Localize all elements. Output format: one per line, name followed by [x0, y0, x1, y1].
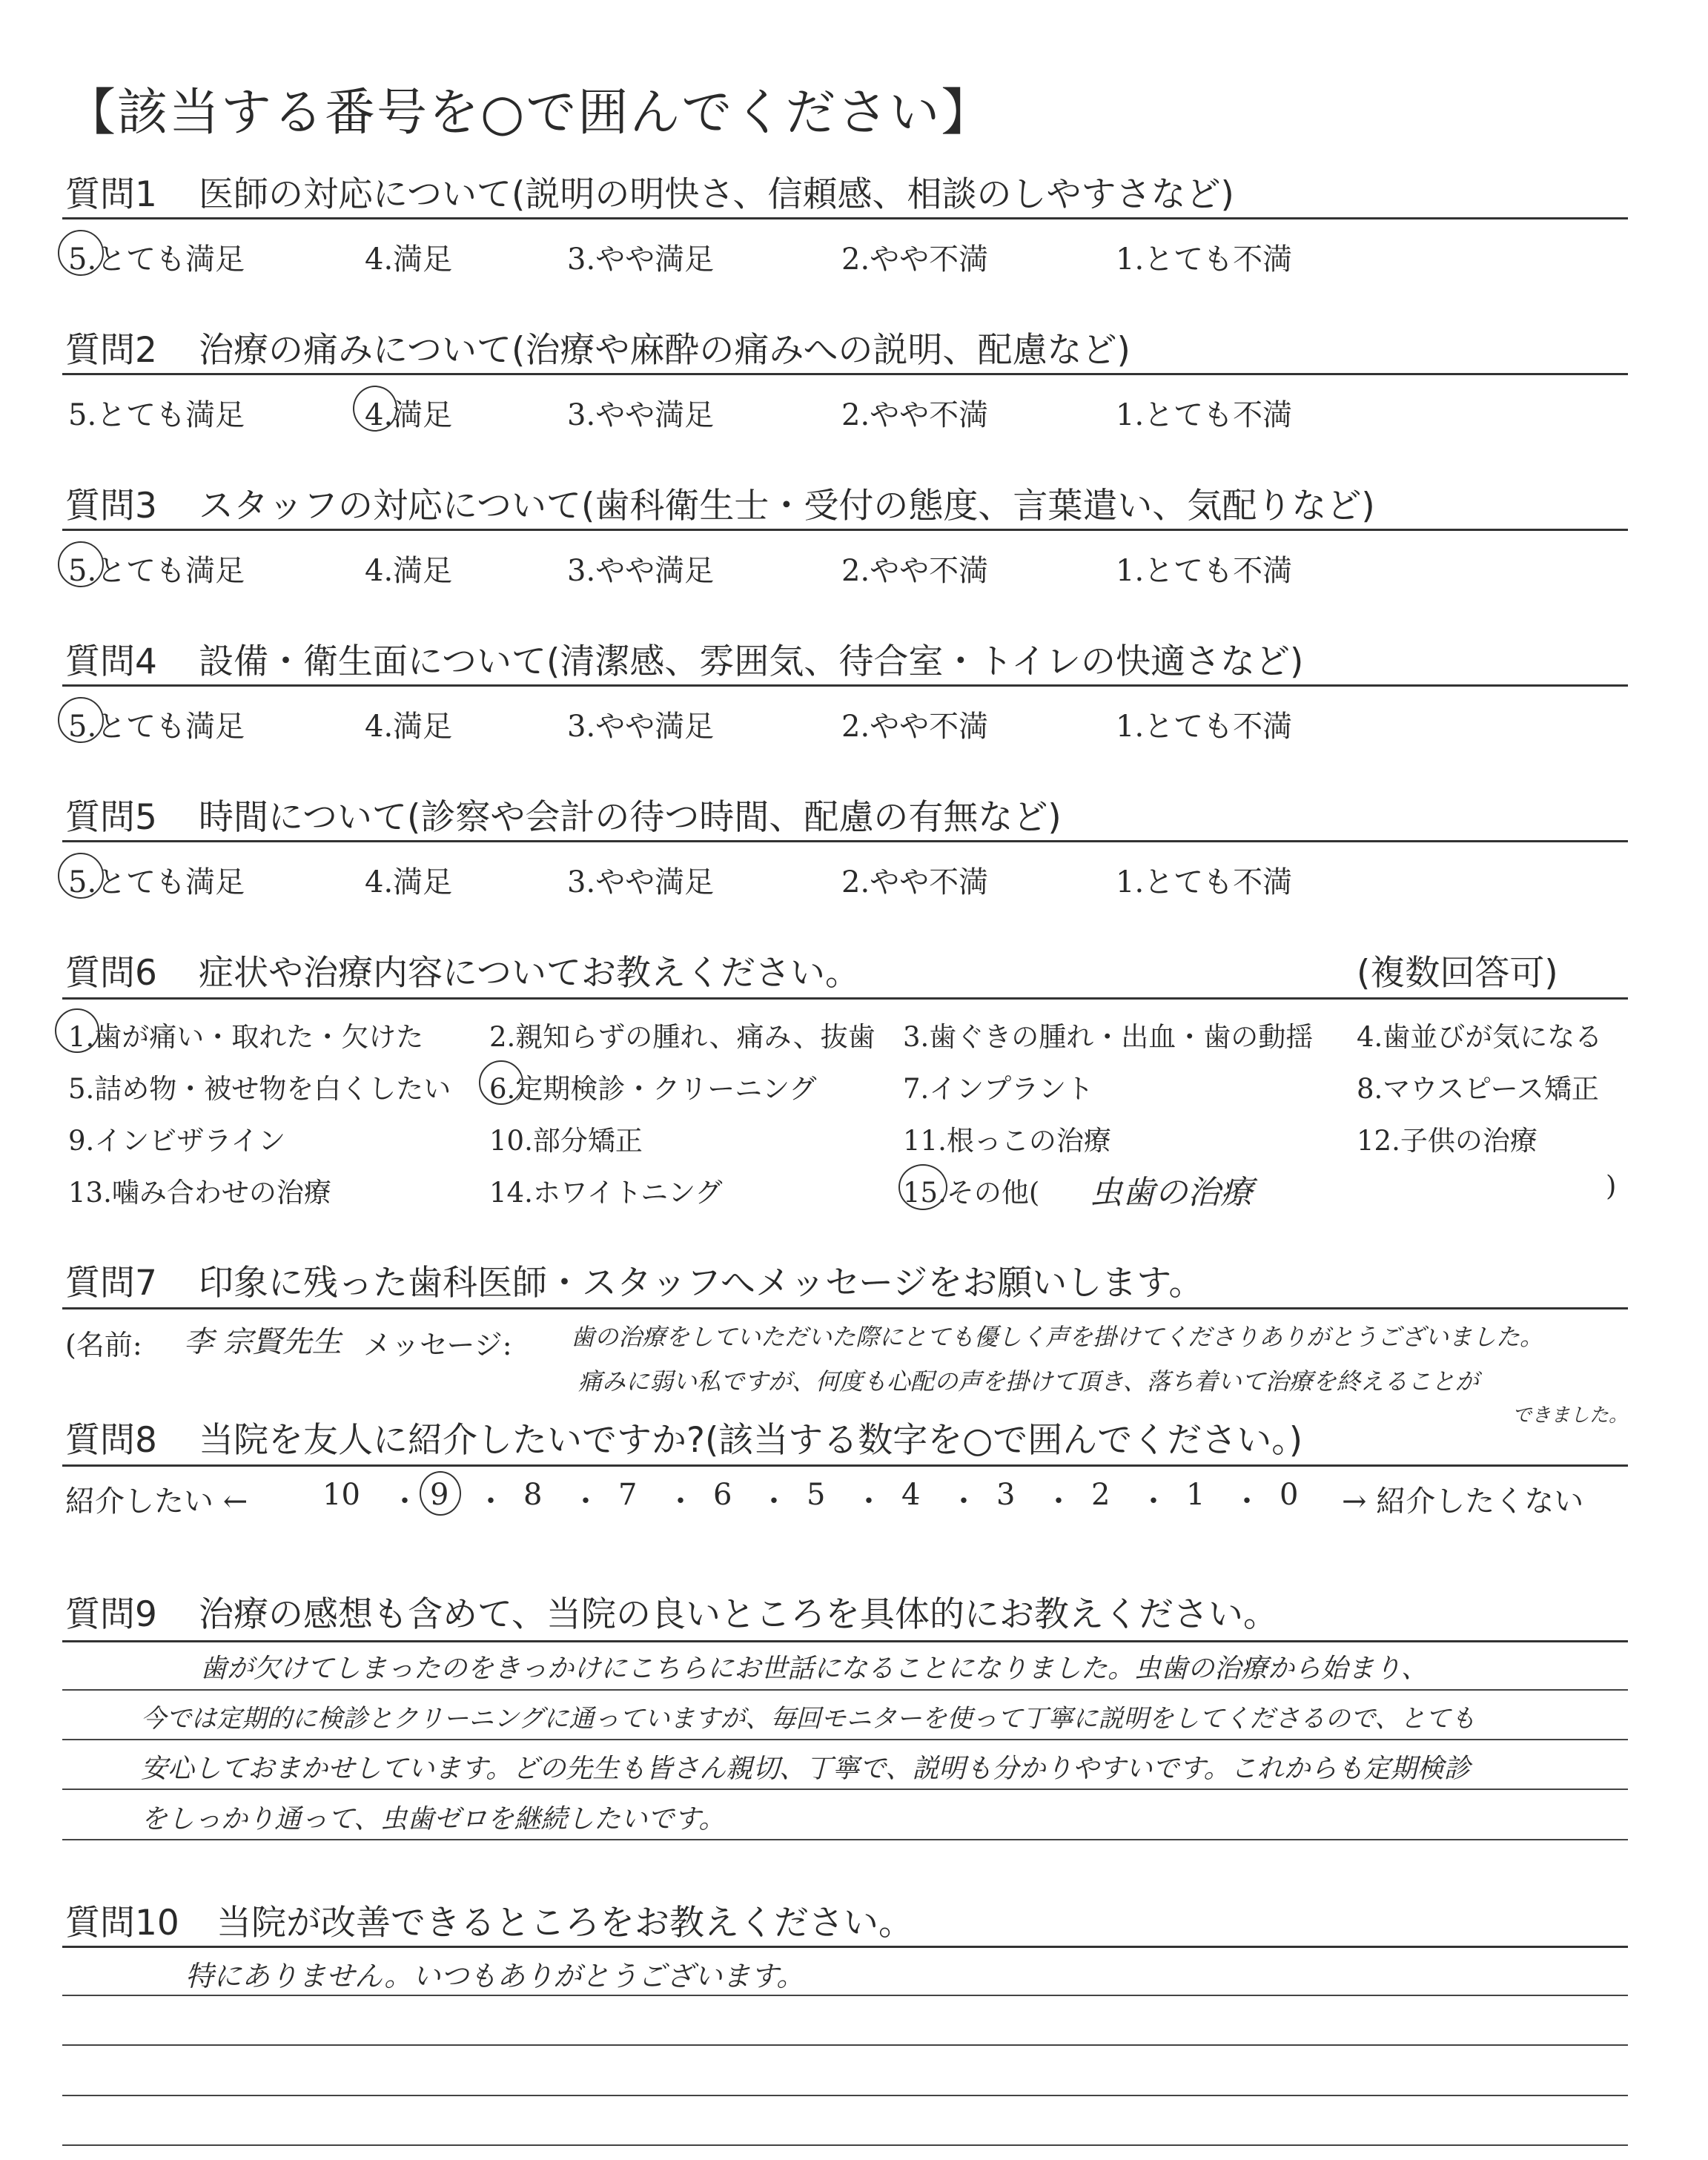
- q8-left-label: 紹介したい ←: [65, 1484, 248, 1519]
- q7-message-label: メッセージ:: [363, 1329, 512, 1361]
- q4-label: 質問4: [65, 641, 157, 682]
- q8-scale-separator: ・: [949, 1484, 979, 1519]
- q1-option-1[interactable]: 1.とても不満: [1116, 242, 1293, 277]
- q3-option-2[interactable]: 2.やや不満: [841, 554, 989, 588]
- q9-rule: [62, 1640, 1628, 1642]
- q6-option-2[interactable]: 2.親知らずの腫れ、痛み、抜歯: [489, 1021, 875, 1053]
- q6-other-answer[interactable]: 虫歯の治療: [1090, 1174, 1253, 1212]
- q9-answer-line: [62, 1689, 1628, 1691]
- q4-option-1[interactable]: 1.とても不満: [1116, 710, 1293, 744]
- q6-option-6[interactable]: 6.定期検診・クリーニング: [489, 1073, 817, 1105]
- q7-text: 印象に残った歯科医師・スタッフへメッセージをお願いします。: [199, 1263, 1204, 1304]
- q7-name-label: (名前:: [65, 1329, 142, 1361]
- q3-text: スタッフの対応について(歯科衛生士・受付の態度、言葉遣い、気配りなど): [199, 486, 1375, 526]
- q4-option-4[interactable]: 4.満足: [365, 710, 453, 744]
- q9-answer-line-4[interactable]: をしっかり通って、虫歯ゼロを継続したいです。: [141, 1804, 726, 1834]
- q2-option-1[interactable]: 1.とても不満: [1116, 398, 1293, 432]
- q1-option-3[interactable]: 3.やや満足: [567, 242, 715, 277]
- q10-text: 当院が改善できるところをお教えください。: [216, 1903, 913, 1943]
- q6-option-9[interactable]: 9.インビザライン: [68, 1125, 286, 1157]
- q5-text: 時間について(診察や会計の待つ時間、配慮の有無など): [199, 797, 1062, 838]
- q5-rule: [62, 840, 1628, 842]
- q9-answer-line-1[interactable]: 歯が欠けてしまったのをきっかけにこちらにお世話になることになりました。虫歯の治療から始まり、: [200, 1654, 1429, 1684]
- q8-scale-separator: ・: [666, 1484, 695, 1519]
- q6-option-10[interactable]: 10.部分矯正: [489, 1125, 643, 1157]
- q8-scale-2[interactable]: 2: [1091, 1478, 1110, 1512]
- q3-option-5[interactable]: 5.とても満足: [68, 554, 245, 588]
- q6-other-close-paren: ): [1606, 1170, 1617, 1202]
- q1-text: 医師の対応について(説明の明快さ、信頼感、相談のしやすさなど): [199, 174, 1234, 215]
- q9-answer-line: [62, 1789, 1628, 1790]
- q8-scale-7[interactable]: 7: [618, 1478, 638, 1512]
- q3-rule: [62, 529, 1628, 531]
- q3-option-1[interactable]: 1.とても不満: [1116, 554, 1293, 588]
- q8-scale-5[interactable]: 5: [807, 1478, 826, 1512]
- q6-option-12[interactable]: 12.子供の治療: [1357, 1125, 1537, 1157]
- q6-option-5[interactable]: 5.詰め物・被せ物を白くしたい: [68, 1073, 451, 1105]
- q8-right-label: → 紹介したくない: [1342, 1484, 1584, 1519]
- q1-option-4[interactable]: 4.満足: [365, 242, 453, 277]
- q3-selection-circle: [58, 541, 104, 587]
- q10-answer-line: [62, 1995, 1628, 1996]
- q6-text: 症状や治療内容についてお教えください。: [199, 953, 861, 994]
- q8-scale-10[interactable]: 10: [322, 1478, 360, 1512]
- q8-rule: [62, 1464, 1628, 1467]
- q6-option-1[interactable]: 1.歯が痛い・取れた・欠けた: [68, 1021, 424, 1053]
- q8-selection-circle: [420, 1471, 461, 1516]
- q10-answer-line: [62, 2044, 1628, 2046]
- q2-rule: [62, 373, 1628, 375]
- q6-label: 質問6: [65, 953, 157, 994]
- q5-option-1[interactable]: 1.とても不満: [1116, 865, 1293, 899]
- q9-label: 質問9: [65, 1594, 157, 1635]
- q8-scale-6[interactable]: 6: [713, 1478, 732, 1512]
- q2-option-4[interactable]: 4.満足: [365, 398, 453, 432]
- q10-rule: [62, 1946, 1628, 1948]
- q6-rule: [62, 997, 1628, 1000]
- q4-rule: [62, 684, 1628, 687]
- q7-name-value[interactable]: 李 宗賢先生: [184, 1325, 342, 1359]
- q8-scale-0[interactable]: 0: [1280, 1478, 1299, 1512]
- q7-message-line-3[interactable]: できました。: [1512, 1404, 1629, 1427]
- q4-option-5[interactable]: 5.とても満足: [68, 710, 245, 744]
- q8-scale-separator: ・: [759, 1484, 789, 1519]
- q6-option-8[interactable]: 8.マウスピース矯正: [1357, 1073, 1599, 1105]
- q2-option-2[interactable]: 2.やや不満: [841, 398, 989, 432]
- q1-selection-circle: [58, 230, 104, 276]
- q1-option-2[interactable]: 2.やや不満: [841, 242, 989, 277]
- q6-option-13[interactable]: 13.噛み合わせの治療: [68, 1177, 331, 1209]
- q1-rule: [62, 217, 1628, 219]
- q8-scale-1[interactable]: 1: [1186, 1478, 1205, 1512]
- q8-scale-3[interactable]: 3: [996, 1478, 1016, 1512]
- q2-option-5[interactable]: 5.とても満足: [68, 398, 245, 432]
- q7-rule: [62, 1307, 1628, 1309]
- q8-scale-4[interactable]: 4: [901, 1478, 921, 1512]
- q3-label: 質問3: [65, 486, 157, 526]
- q8-scale-separator: ・: [571, 1484, 600, 1519]
- q6-option-11[interactable]: 11.根っこの治療: [903, 1125, 1111, 1157]
- q8-scale-separator: ・: [1232, 1484, 1262, 1519]
- q8-scale-separator: ・: [390, 1484, 420, 1519]
- q9-text: 治療の感想も含めて、当院の良いところを具体的にお教えください。: [199, 1594, 1279, 1635]
- q9-answer-line-3[interactable]: 安心しておまかせしています。どの先生も皆さん親切、丁寧で、説明も分かりやすいです。これからも定期検診: [141, 1754, 1471, 1784]
- q7-label: 質問7: [65, 1263, 157, 1304]
- q6-selection-circle-15: [898, 1164, 947, 1210]
- q2-text: 治療の痛みについて(治療や麻酔の痛みへの説明、配慮など): [199, 330, 1131, 371]
- q4-option-3[interactable]: 3.やや満足: [567, 710, 715, 744]
- q2-option-3[interactable]: 3.やや満足: [567, 398, 715, 432]
- q10-label: 質問10: [65, 1903, 179, 1943]
- q10-answer-line: [62, 2095, 1628, 2096]
- q5-option-2[interactable]: 2.やや不満: [841, 865, 989, 899]
- q2-selection-circle: [353, 386, 397, 432]
- q8-label: 質問8: [65, 1420, 157, 1461]
- q6-option-14[interactable]: 14.ホワイトニング: [489, 1177, 723, 1209]
- q6-option-3[interactable]: 3.歯ぐきの腫れ・出血・歯の動揺: [903, 1021, 1314, 1053]
- q3-option-3[interactable]: 3.やや満足: [567, 554, 715, 588]
- q9-answer-line: [62, 1739, 1628, 1740]
- q6-option-7[interactable]: 7.インプラント: [903, 1073, 1094, 1105]
- q8-scale-separator: ・: [476, 1484, 506, 1519]
- q10-answer-line: [62, 2144, 1628, 2146]
- q4-option-2[interactable]: 2.やや不満: [841, 710, 989, 744]
- q3-option-4[interactable]: 4.満足: [365, 554, 453, 588]
- q2-label: 質問2: [65, 330, 157, 371]
- q1-label: 質問1: [65, 174, 157, 215]
- q4-selection-circle: [58, 697, 104, 743]
- form-title: 【該当する番号を○で囲んでください】: [65, 84, 993, 142]
- q6-selection-circle-6: [479, 1060, 523, 1105]
- q8-scale-8[interactable]: 8: [523, 1478, 543, 1512]
- q8-scale-9[interactable]: 9: [430, 1478, 449, 1512]
- q8-scale-separator: ・: [854, 1484, 884, 1519]
- q7-message-line-2[interactable]: 痛みに弱い私ですが、何度も心配の声を掛けて頂き、落ち着いて治療を終えることが: [578, 1367, 1479, 1396]
- q6-note: (複数回答可): [1357, 953, 1558, 994]
- q8-scale-separator: ・: [1139, 1484, 1168, 1519]
- q5-option-4[interactable]: 4.満足: [365, 865, 453, 899]
- q6-option-4[interactable]: 4.歯並びが気になる: [1357, 1021, 1603, 1053]
- q8-text: 当院を友人に紹介したいですか?(該当する数字を○で囲んでください。): [199, 1420, 1303, 1461]
- q5-label: 質問5: [65, 797, 157, 838]
- q9-answer-line-2[interactable]: 今では定期的に検診とクリーニングに通っていますが、毎回モニターを使って丁寧に説明をしてくださるので、とても: [141, 1704, 1476, 1734]
- q6-selection-circle-1: [55, 1008, 99, 1053]
- q10-answer-line-1[interactable]: 特にありません。いつもありがとうございます。: [185, 1960, 805, 1992]
- q8-scale-separator: ・: [1044, 1484, 1073, 1519]
- q7-message-line-1[interactable]: 歯の治療をしていただいた際にとても優しく声を掛けてくださりありがとうございました。: [571, 1323, 1544, 1351]
- q4-text: 設備・衛生面について(清潔感、雰囲気、待合室・トイレの快適さなど): [199, 641, 1304, 682]
- q5-selection-circle: [58, 853, 104, 899]
- q1-option-5[interactable]: 5.とても満足: [68, 242, 245, 277]
- q5-option-5[interactable]: 5.とても満足: [68, 865, 245, 899]
- q6-option-15[interactable]: 15.その他(: [903, 1177, 1040, 1209]
- q9-answer-line: [62, 1839, 1628, 1840]
- q5-option-3[interactable]: 3.やや満足: [567, 865, 715, 899]
